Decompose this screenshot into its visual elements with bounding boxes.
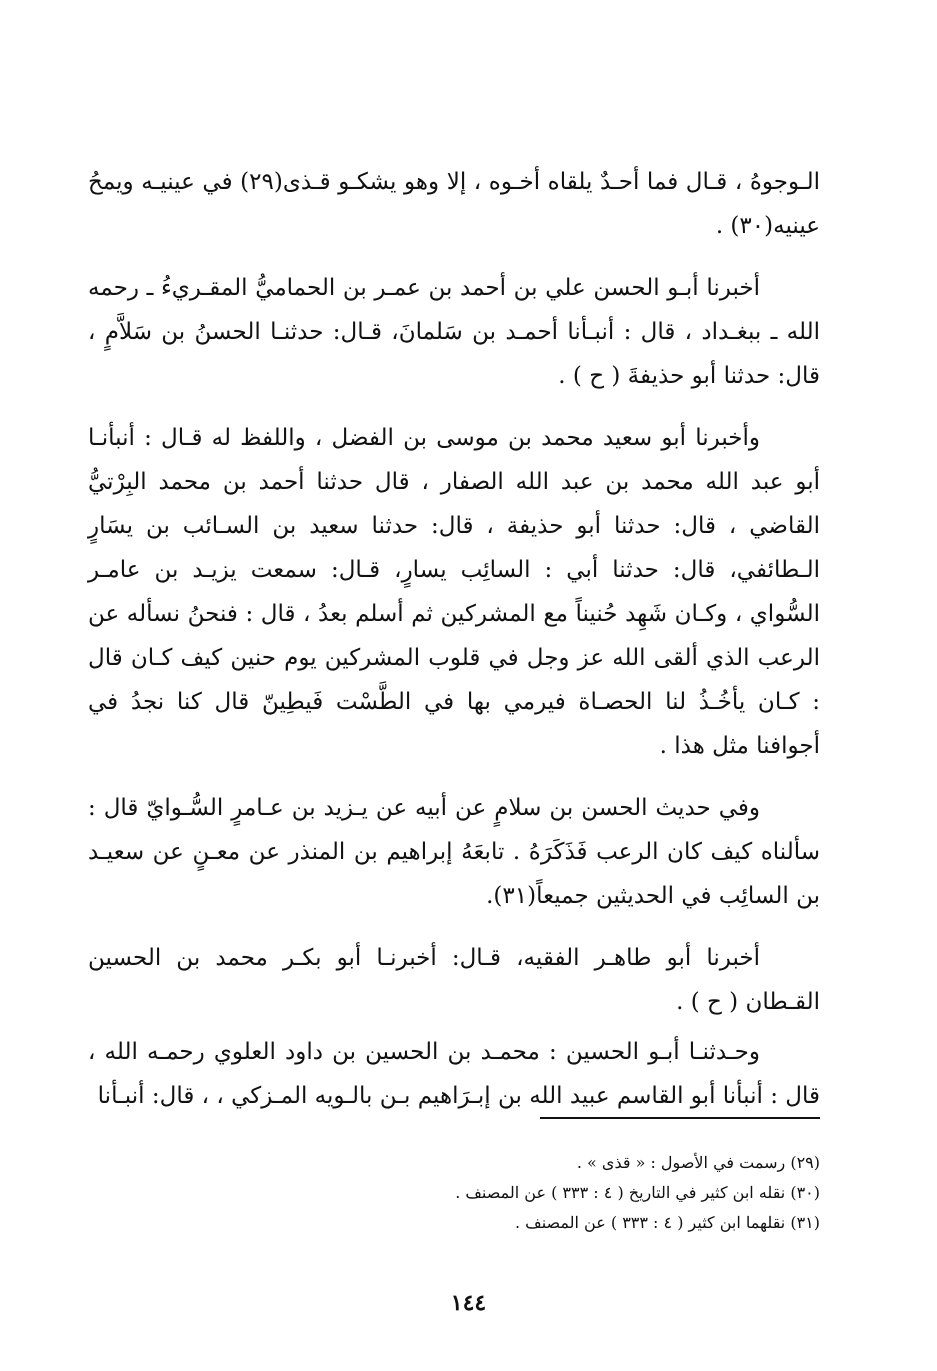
paragraph-6: وحـدثنـا أبـو الحسين : محمـد بن الحسين بن داود العلوي رحمـه الله ، قال : أنبأنا أبو القاسم عبيد الله بن إبـرَاهيم بـن بالـويه المـزكي ، ، قال: أنبـأنا [88,1039,820,1109]
paragraph-3: وأخبرنا أبو سعيد محمد بن موسى بن الفضل ، واللفظ له قـال : أنبأنـا أبو عبد الله محمد بن عبد الله الصفار ، قال حدثنا أحمد بن محمد البِرْتيُّ القاضي ، قال: حدثنا أبو حذيفة ، قال: حدثنا سعيد بن السـائب بن يسَارٍ الـطائفي، قال: حدثنا أبي : السائِب يسارٍ، قـال: سمعت يزيـد بن عامـر السُّواي ، وكـان شَهِد حُنيناً مع المشركين ثم أسلم بعدُ ، قال : فنحنُ نسأله عن الرعب الذي ألقى الله عز وجل في قلوب المشركين يوم حنين كيف كـان قال : كـان يأخُـذُ لنا الحصـاة فيرمي بها في الطَّسْت فَيطِينّ قال كنا نجدُ في أجوافنا مثل هذا . [88,425,820,759]
footnote-divider [540,1117,820,1119]
paragraph-5: أخبرنا أبو طاهـر الفقيه، قـال: أخبرنـا أبو بكـر محمد بن الحسين القـطان ( ح ) . [88,945,820,1015]
footnote-31: (٣١) نقلهما ابن كثير ( ٤ : ٣٣٣ ) عن المصنف . [514,1213,820,1232]
paragraph-2: أخبرنا أبـو الحسن علي بن أحمد بن عمـر بن الحماميُّ المقـريءُ ـ رحمه الله ـ ببغـداد ، قال : أنبـأنا أحمـد بن سَلمانَ، قـال: حدثنـا الحسنُ بن سَلاَّمٍ ، قال: حدثنا أبو حذيفةَ ( ح ) . [88,275,820,389]
main-text [88,160,820,1136]
footnotes [88,1148,820,1238]
footnote-30: (٣٠) نقله ابن كثير في التاريخ ( ٤ : ٣٣٣ ) عن المصنف . [455,1183,820,1202]
footnote-29: (٢٩) رسمت في الأصول : « قذى » . [576,1153,820,1172]
paragraph-1: الـوجوهُ ، قـال فما أحـدٌ يلقاه أخـوه ، إلا وهو يشكـو قـذى(٢٩) في عينيـه ويمحُ عينيه(٣٠) . [88,169,820,239]
page-number: ١٤٤ [450,1290,487,1316]
paragraph-4: وفي حديث الحسن بن سلامٍ عن أبيه عن يـزيد بن عـامرٍ السُّـوايّ قال : سألناه كيف كان الرعب فَذَكَرَهُ . تابعَهُ إبراهيم بن المنذر عن معـنٍ عن سعيـد بن السائِب في الحديثين جميعاً(٣١). [88,795,820,909]
